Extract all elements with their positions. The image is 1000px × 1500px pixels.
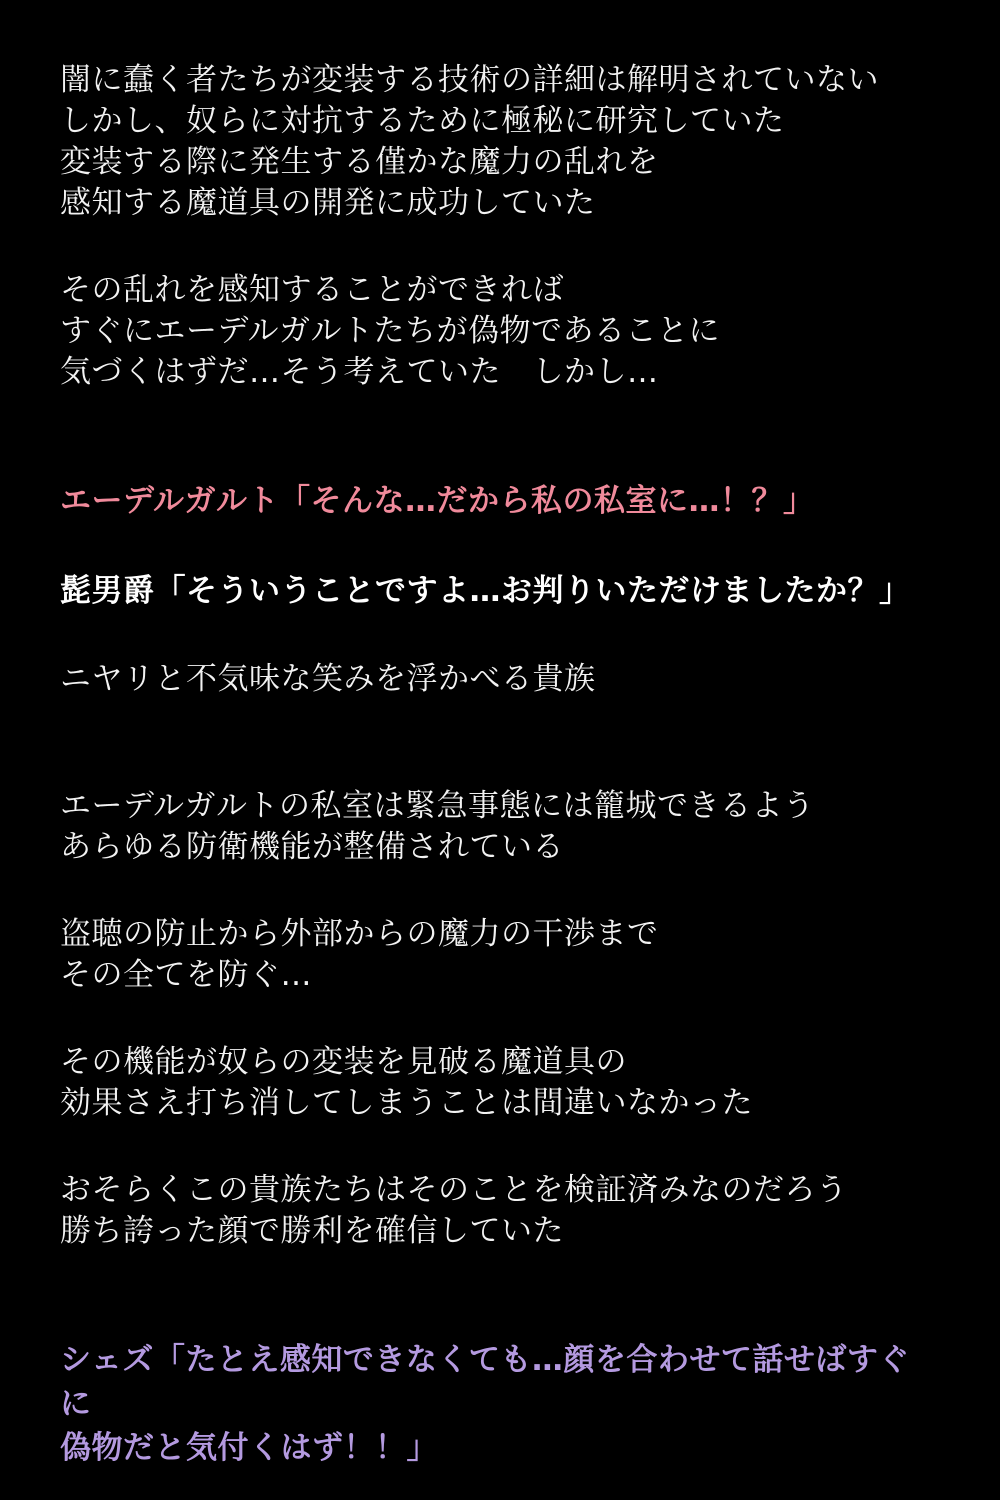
- text-line: おそらくこの貴族たちはそのことを検証済みなのだろう: [60, 1172, 848, 1208]
- dialogue-baron: [60, 569, 940, 613]
- dialogue-shez: [60, 1338, 940, 1470]
- text-line: 気づくはずだ…そう考えていた しかし…: [60, 354, 659, 390]
- dialogue-line: シェズ「たとえ感知できなくても…顔を合わせて話せばすぐに: [60, 1342, 910, 1422]
- text-line: 闇に蠢く者たちが変装する技術の詳細は解明されていない: [60, 62, 879, 98]
- narration-block-7: [60, 1170, 940, 1252]
- text-line: あらゆる防衛機能が整備されている: [60, 829, 564, 865]
- dialogue-line: エーデルガルト「そんな…だから私の私室に…！？」: [60, 483, 815, 519]
- narration-block-4: [60, 786, 940, 868]
- narration-block-1: [60, 60, 940, 224]
- spacer: [60, 224, 940, 270]
- spacer: [60, 613, 940, 659]
- narration-block-6: [60, 1042, 940, 1124]
- text-line: しかし、奴らに対抗するために極秘に研究していた: [60, 103, 785, 139]
- text-line: その乱れを感知することができれば: [60, 272, 564, 308]
- spacer: [60, 996, 940, 1042]
- spacer: [60, 868, 940, 914]
- spacer: [60, 1252, 940, 1338]
- text-line: 効果さえ打ち消してしまうことは間違いなかった: [60, 1085, 753, 1121]
- narration-block-5: [60, 914, 940, 996]
- text-line: 変装する際に発生する僅かな魔力の乱れを: [60, 144, 659, 180]
- text-line: その機能が奴らの変装を見破る魔道具の: [60, 1044, 627, 1080]
- text-line: ニヤリと不気味な笑みを浮かべる貴族: [60, 661, 596, 697]
- narration-block-2: [60, 270, 940, 393]
- text-line: エーデルガルトの私室は緊急事態には籠城できるよう: [60, 788, 815, 824]
- text-line: 勝ち誇った顔で勝利を確信していた: [60, 1213, 564, 1249]
- spacer: [60, 393, 940, 479]
- spacer: [60, 523, 940, 569]
- narration-block-3: [60, 659, 940, 700]
- text-line: 感知する魔道具の開発に成功していた: [60, 185, 596, 221]
- text-line: 盗聴の防止から外部からの魔力の干渉まで: [60, 916, 659, 952]
- dialogue-line: 髭男爵「そういうことですよ…お判りいただけましたか？」: [60, 573, 911, 609]
- text-line: その全てを防ぐ…: [60, 957, 312, 993]
- spacer: [60, 700, 940, 786]
- dialogue-edelgard: [60, 479, 940, 523]
- text-line: すぐにエーデルガルトたちが偽物であることに: [60, 313, 720, 349]
- spacer: [60, 1124, 940, 1170]
- dialogue-line: 偽物だと気付くはず！！」: [60, 1430, 438, 1466]
